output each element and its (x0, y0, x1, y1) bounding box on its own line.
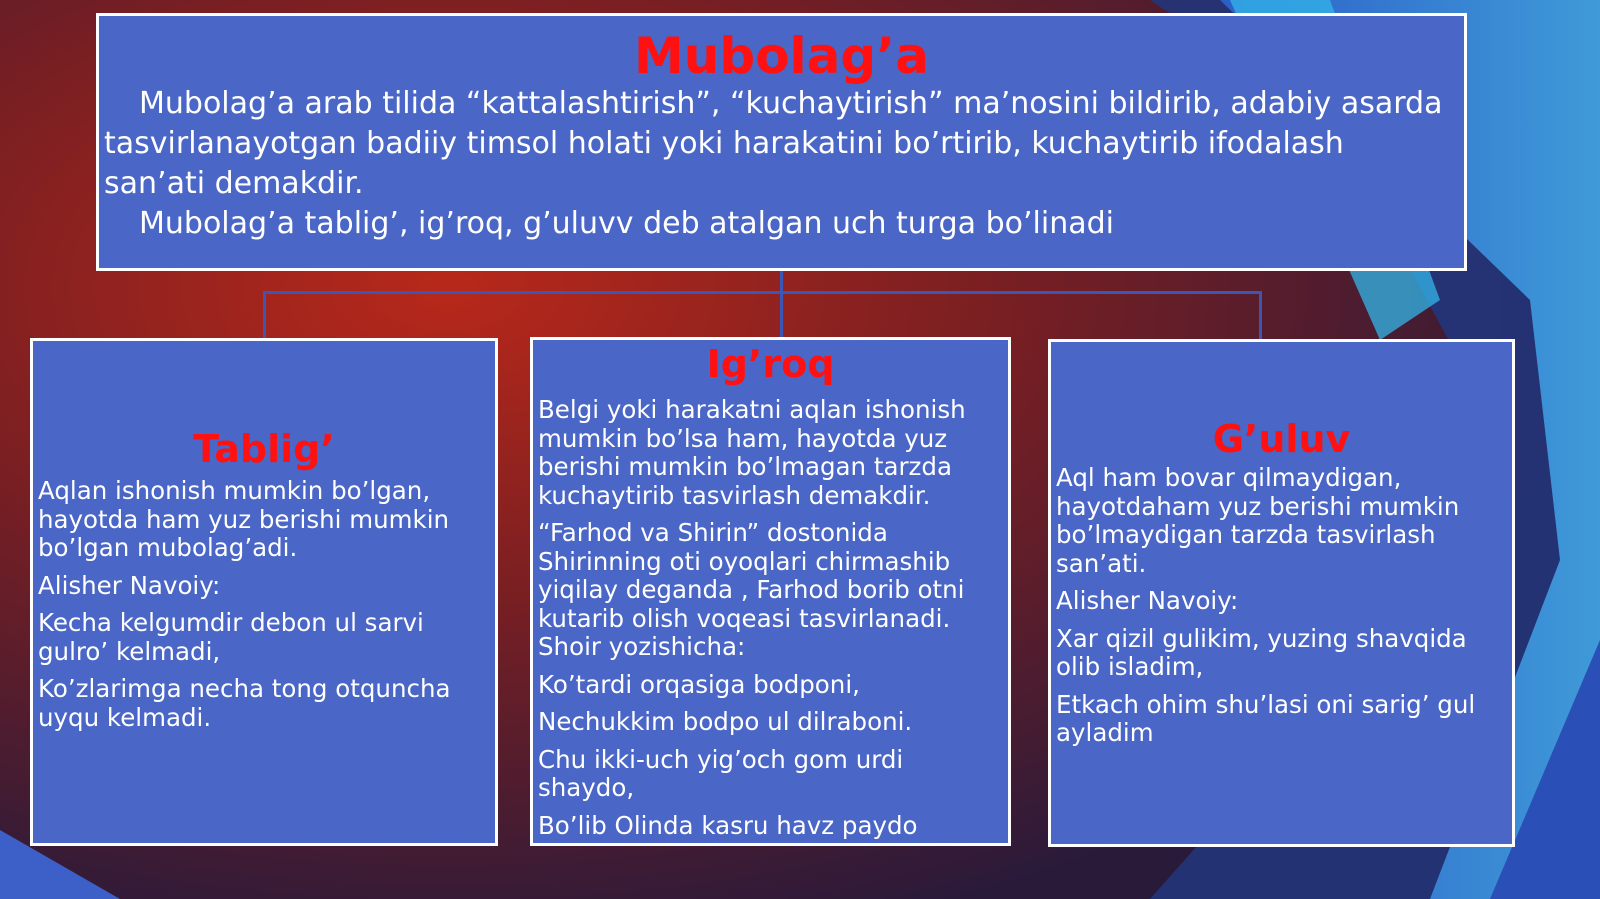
tablig-definition: Aqlan ishonish mumkin bo’lgan, hayotda ham yuz berishi mumkin bo’lgan mubolag’adi. (38, 476, 450, 562)
guluv-verse-line-2: Etkach ohim shu’lasi oni sarig’ gul ayladim (1056, 689, 1476, 747)
connector-left (263, 291, 266, 338)
igroq-verse-line-3: Chu ikki-uch yig’och gom urdi shaydo, (538, 744, 904, 802)
main-definition-text: Mubolag’a arab tilida “kattalashtirish”, “kuchaytirish” ma’nosini bildirib, adabiy asarda tasvirlanayotgan badiiy timsol holati yoki harakatini bo’rtirib, kuchaytirib ifodalash san’ati demakdir. (104, 86, 1443, 201)
guluv-definition: Aql ham bovar qilmaydigan, hayotdaham yuz berishi mumkin bo’lmaydigan tarzda tasvirlash san’ati. (1056, 463, 1460, 578)
connector-vertical-top (780, 271, 783, 293)
tablig-verse-line-1: Kecha kelgumdir debon ul sarvi gulro’ kelmadi, (38, 608, 424, 666)
tablig-verse-line-2: Ko’zlarimga necha tong otquncha uyqu kelmadi. (38, 674, 451, 732)
connector-right (1259, 291, 1262, 339)
connector-horizontal (263, 291, 1261, 294)
igroq-box (530, 337, 1011, 846)
igroq-verse-line-4: Bo’lib Olinda kasru havz paydo (538, 810, 918, 840)
guluv-box (1048, 339, 1515, 847)
guluv-verse-line-1: Xar qizil gulikim, yuzing shavqida olib isladim, (1056, 623, 1467, 681)
igroq-definition: Belgi yoki harakatni aqlan ishonish mumkin bo’lsa ham, hayotda yuz berishi mumkin bo’lmagan tarzda kuchaytirib tasvirlash demakdir. (538, 395, 966, 510)
tablig-title: Tablig’ (193, 427, 335, 471)
igroq-title: Ig’roq (706, 342, 835, 386)
guluv-author: Alisher Navoiy: (1056, 586, 1239, 615)
main-definition-box (96, 13, 1467, 271)
igroq-verse-line-1: Ko’tardi orqasiga bodponi, (538, 669, 860, 699)
main-title: Mubolag’a (634, 27, 929, 85)
connector-middle (780, 291, 783, 337)
main-types-text: Mubolag’a tablig’, ig’roq, g’uluvv deb atalgan uch turga bo’linadi (139, 206, 1114, 241)
guluv-title: G’uluv (1212, 417, 1351, 461)
igroq-example-intro: “Farhod va Shirin” dostonida Shirinning oti oyoqlari chirmashib yiqilay deganda , Farhod borib otni kutarib olish voqeasi tasvirlanadi. Shoir yozishicha: (538, 518, 965, 661)
tablig-author: Alisher Navoiy: (38, 570, 221, 600)
igroq-verse-line-2: Nechukkim bodpo ul dilraboni. (538, 707, 913, 736)
tablig-box (30, 338, 498, 846)
